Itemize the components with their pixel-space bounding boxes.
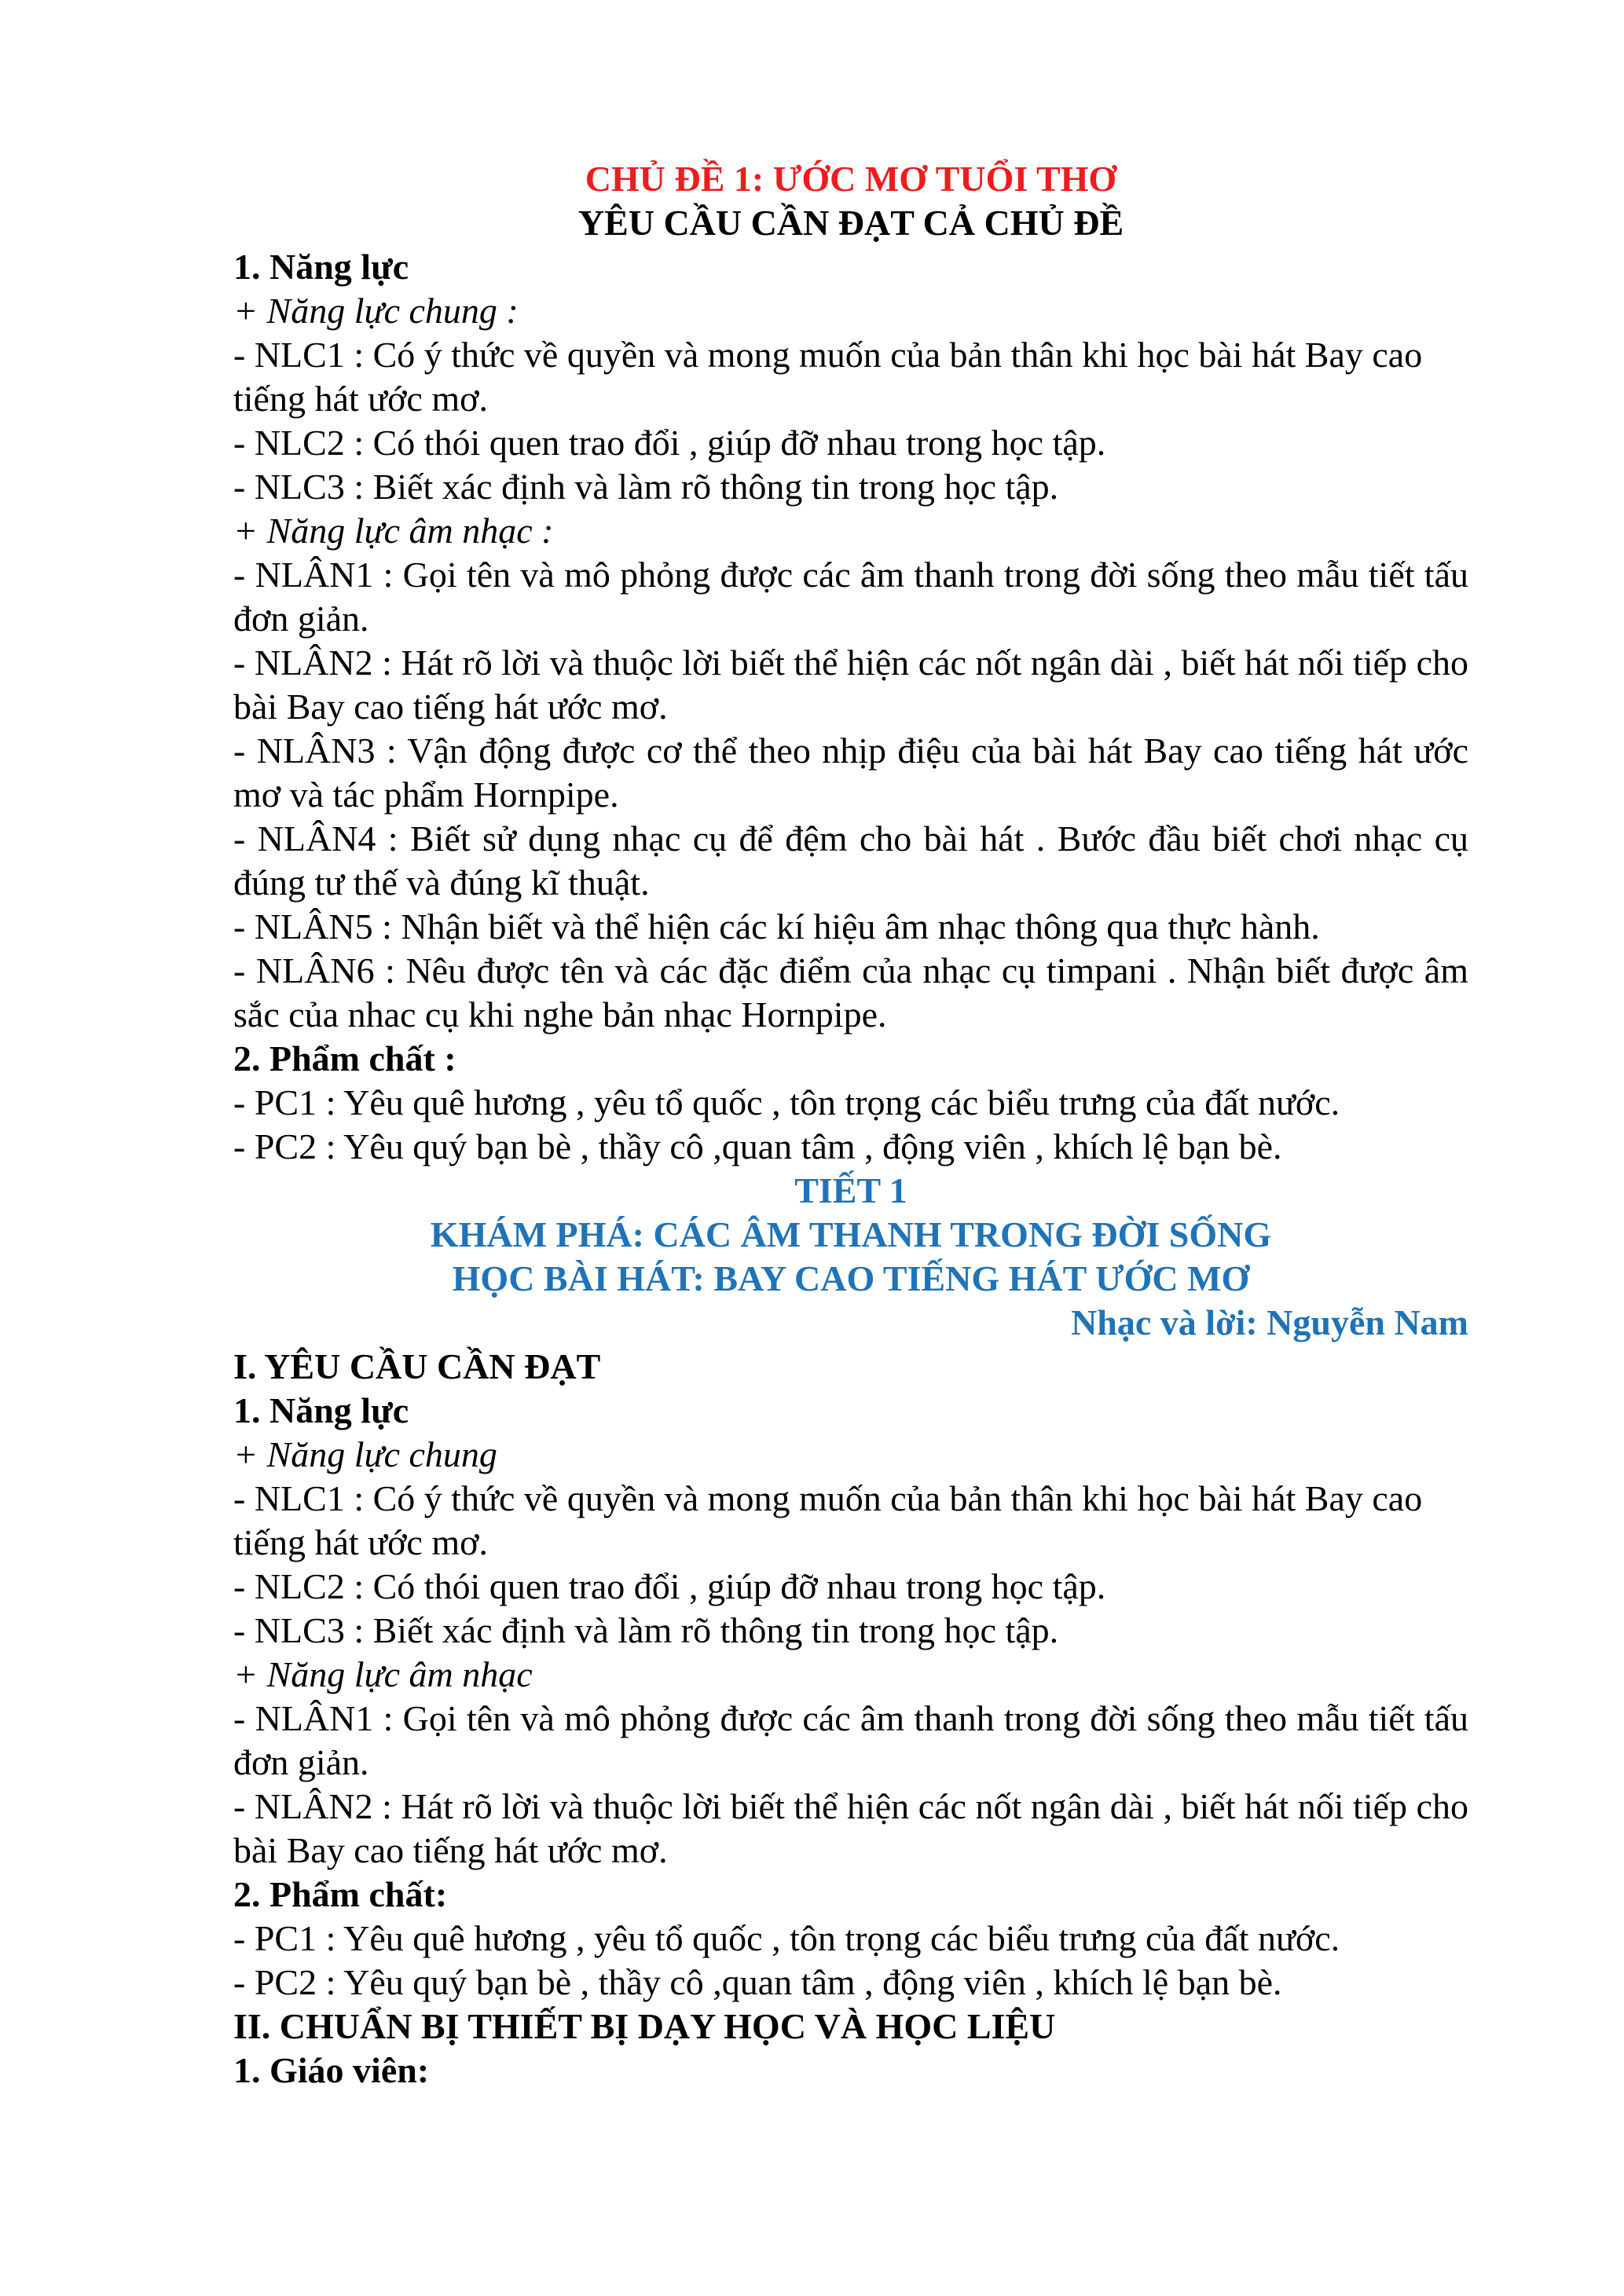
section-a-nlan3: - NLÂN3 : Vận động được cơ thể theo nhịp điệu của bài hát Bay cao tiếng hát ước mơ và tác phẩm Hornpipe. [233,731,1468,815]
section-b-nl-chung-label: + Năng lực chung [233,1434,497,1474]
section-b-pc2: - PC2 : Yêu quý bạn bè , thầy cô ,quan tâm , động viên , khích lệ bạn bè. [233,1962,1282,2002]
section-a-nlc1: - NLC1 : Có ý thức về quyền và mong muốn của bản thân khi học bài hát Bay cao tiếng hát ước mơ. [233,335,1423,419]
section-a-nlan4: - NLÂN4 : Biết sử dụng nhạc cụ để đệm cho bài hát . Bước đầu biết chơi nhạc cụ đúng tư thế và đúng kĩ thuật. [233,818,1468,903]
section-a-nlan5: - NLÂN5 : Nhận biết và thể hiện các kí hiệu âm nhạc thông qua thực hành. [233,906,1320,947]
lesson-author: Nhạc và lời: Nguyễn Nam [1071,1302,1468,1342]
section-b-nlc2: - NLC2 : Có thói quen trao đổi , giúp đỡ nhau trong học tập. [233,1566,1106,1606]
section-b-pham-chat-heading: 2. Phẩm chất: [233,1874,448,1914]
section-b-heading-i: I. YÊU CẦU CẦN ĐẠT [233,1346,601,1386]
section-b-nlan2: - NLÂN2 : Hát rõ lời và thuộc lời biết thể hiện các nốt ngân dài , biết hát nối tiếp cho bài Bay cao tiếng hát ước mơ. [233,1786,1468,1870]
section-a-nlc3: - NLC3 : Biết xác định và làm rõ thông tin trong học tập. [233,467,1059,507]
section-b-pc1: - PC1 : Yêu quê hương , yêu tổ quốc , tôn trọng các biểu trưng của đất nước. [233,1918,1340,1958]
topic-title: CHỦ ĐỀ 1: ƯỚC MƠ TUỔI THƠ [585,159,1117,199]
topic-subtitle: YÊU CẦU CẦN ĐẠT CẢ CHỦ ĐỀ [577,203,1124,243]
section-a-nl-am-nhac-label: + Năng lực âm nhạc : [233,511,554,551]
section-a-nlan1: - NLÂN1 : Gọi tên và mô phỏng được các âm thanh trong đời sống theo mẫu tiết tấu đơn giản. [233,555,1468,639]
lesson-kham-pha: KHÁM PHÁ: CÁC ÂM THANH TRONG ĐỜI SỐNG [430,1214,1272,1254]
section-a-pham-chat-heading: 2. Phẩm chất : [233,1038,456,1078]
section-b-nlc3: - NLC3 : Biết xác định và làm rõ thông tin trong học tập. [233,1610,1059,1650]
section-a-nl-chung-label: + Năng lực chung : [233,291,519,331]
section-a-pc1: - PC1 : Yêu quê hương , yêu tổ quốc , tôn trọng các biểu trưng của đất nước. [233,1082,1340,1122]
section-b-giao-vien-heading: 1. Giáo viên: [233,2050,430,2090]
section-b-nlan1: - NLÂN1 : Gọi tên và mô phỏng được các âm thanh trong đời sống theo mẫu tiết tấu đơn giản. [233,1698,1468,1782]
section-a-nlan6: - NLÂN6 : Nêu được tên và các đặc điểm của nhạc cụ timpani . Nhận biết được âm sắc của nhac cụ khi nghe bản nhạc Hornpipe. [233,950,1468,1034]
lesson-hoc-bai-hat: HỌC BÀI HÁT: BAY CAO TIẾNG HÁT ƯỚC MƠ [452,1258,1250,1298]
section-a-pc2: - PC2 : Yêu quý bạn bè , thầy cô ,quan tâm , động viên , khích lệ bạn bè. [233,1126,1282,1166]
section-b-heading-ii: II. CHUẨN BỊ THIẾT BỊ DẠY HỌC VÀ HỌC LIỆU [233,2006,1056,2046]
section-b-nl-am-nhac-label: + Năng lực âm nhạc [233,1654,533,1694]
section-a-nlan2: - NLÂN2 : Hát rõ lời và thuộc lời biết thể hiện các nốt ngân dài , biết hát nối tiếp cho bài Bay cao tiếng hát ước mơ. [233,643,1468,727]
lesson-tiet: TIẾT 1 [794,1170,907,1210]
section-a-nlc2: - NLC2 : Có thói quen trao đổi , giúp đỡ nhau trong học tập. [233,423,1106,463]
document-page [233,157,1468,2093]
section-b-nang-luc-heading: 1. Năng lực [233,1390,409,1430]
section-b-nlc1: - NLC1 : Có ý thức về quyền và mong muốn của bản thân khi học bài hát Bay cao tiếng hát ước mơ. [233,1478,1423,1562]
section-a-nang-luc-heading: 1. Năng lực [233,247,409,287]
